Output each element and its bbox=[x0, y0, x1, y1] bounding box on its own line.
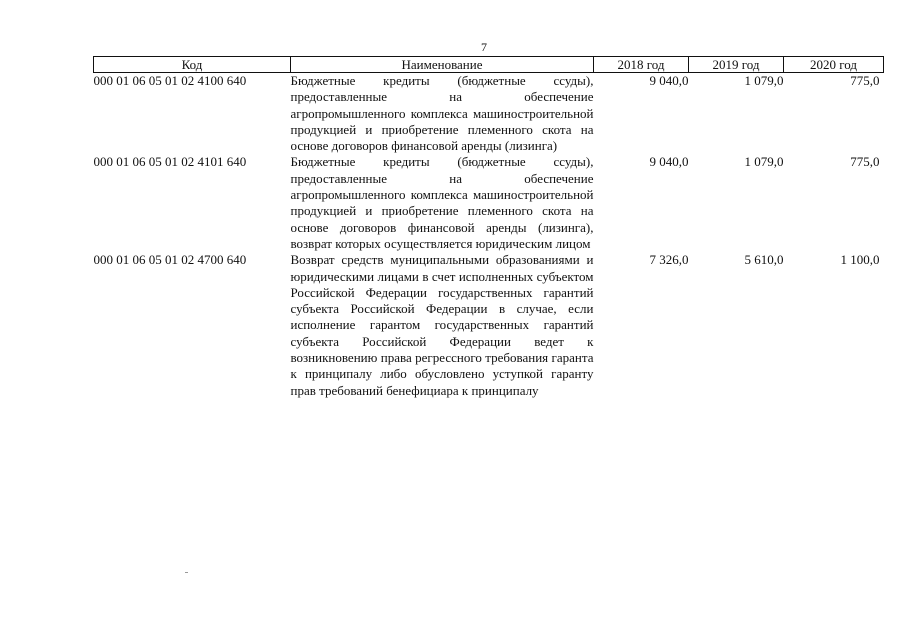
scan-mark bbox=[185, 572, 188, 573]
row-value-2018: 9 040,0 bbox=[649, 154, 689, 170]
header-year-2019: 2019 год bbox=[689, 57, 784, 73]
table-header-row bbox=[94, 57, 884, 73]
header-year-2020: 2020 год bbox=[784, 57, 884, 73]
table-row bbox=[94, 252, 884, 399]
row-value-2018: 9 040,0 bbox=[649, 73, 689, 88]
row-name: Возврат средств муниципальными образованиями и юридическими лицами в счет исполненных субъектом Российской Федерации государственных гарантий субъекта Российской Федерации в случае, если исполнение гарантом государственных гарантий субъекта Российской Федерации ведет к возникновению права регрессного требования гаранта к принципалу либо обусловлено уступкой гаранту прав требований бенефициара к принципалу bbox=[290, 252, 594, 398]
header-code: Код bbox=[94, 57, 291, 73]
row-value-2018: 7 326,0 bbox=[649, 252, 689, 268]
table-row bbox=[94, 154, 884, 252]
row-value-2019: 5 610,0 bbox=[744, 252, 784, 268]
table-row bbox=[94, 73, 884, 155]
row-name: Бюджетные кредиты (бюджетные ссуды), предоставленные на обеспечение агропромышленного комплекса машиностроительной продукцией и приобретение племенного скота на основе договоров финансовой аренды (лизинга) bbox=[290, 73, 594, 154]
budget-table bbox=[93, 56, 884, 399]
row-value-2020: 1 100,0 bbox=[840, 252, 880, 268]
header-year-2018: 2018 год bbox=[594, 57, 689, 73]
row-value-2020: 775,0 bbox=[850, 154, 880, 170]
row-value-2020: 775,0 bbox=[850, 73, 880, 88]
row-value-2019: 1 079,0 bbox=[744, 154, 784, 170]
row-code: 000 01 06 05 01 02 4700 640 bbox=[93, 252, 247, 268]
row-value-2019: 1 079,0 bbox=[744, 73, 784, 88]
header-name: Наименование bbox=[291, 57, 594, 73]
row-code: 000 01 06 05 01 02 4100 640 bbox=[93, 73, 247, 88]
row-name: Бюджетные кредиты (бюджетные ссуды), предоставленные на обеспечение агропромышленного комплекса машиностроительной продукцией и приобретение племенного скота на основе договоров финансовой аренды (лизинга), возврат которых осуществляется юридическим лицом bbox=[290, 154, 594, 251]
row-code: 000 01 06 05 01 02 4101 640 bbox=[93, 154, 247, 170]
page-number: 7 bbox=[481, 40, 487, 54]
